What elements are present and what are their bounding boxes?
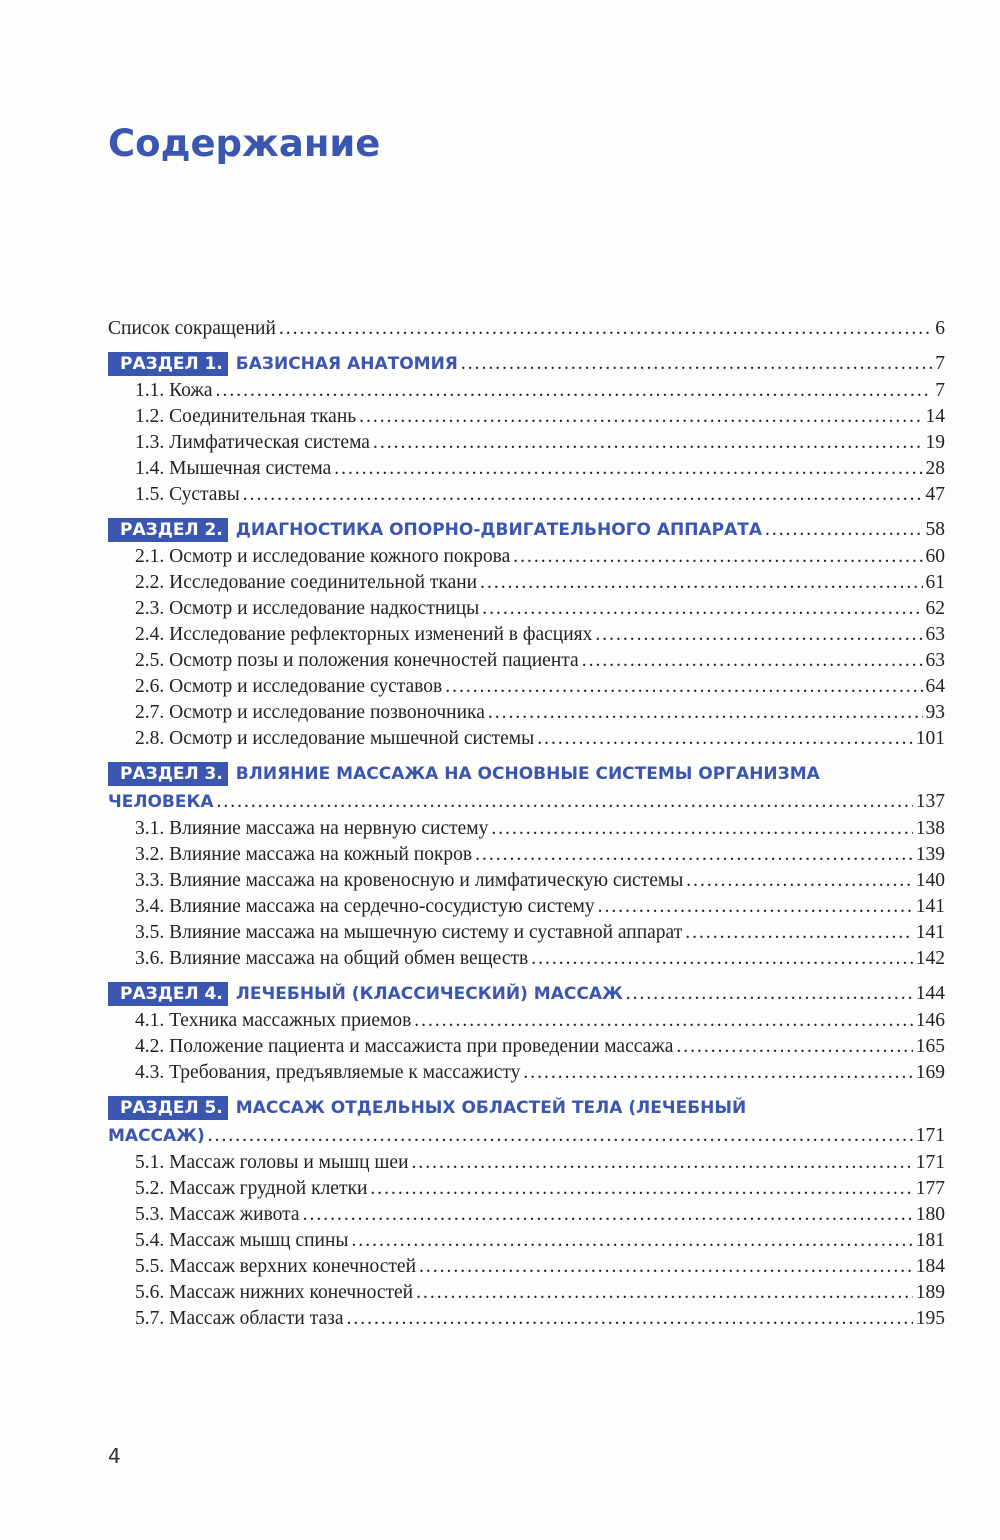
section-title: ДИАГНОСТИКА ОПОРНО-ДВИГАТЕЛЬНОГО АППАРАТА xyxy=(235,520,763,540)
toc-entry-page: 61 xyxy=(925,572,945,593)
leader-dots xyxy=(216,378,933,404)
section-title-continued: МАССАЖ) xyxy=(108,1126,205,1146)
section-title: МАССАЖ ОТДЕЛЬНЫХ ОБЛАСТЕЙ ТЕЛА (ЛЕЧЕБНЫЙ xyxy=(235,1098,747,1118)
leader-dots xyxy=(480,570,922,596)
toc-entry[interactable] xyxy=(108,1202,945,1228)
toc-entry[interactable] xyxy=(108,1150,945,1176)
toc-entry[interactable] xyxy=(108,1176,945,1202)
toc-entry-page: 93 xyxy=(925,702,945,723)
toc-entry-title: 3.6. Влияние массажа на общий обмен веществ xyxy=(135,948,529,969)
section-heading[interactable] xyxy=(108,350,945,378)
toc-entry[interactable] xyxy=(108,726,945,752)
toc-entry-page: 6 xyxy=(935,318,945,339)
toc-entry-title: 5.4. Массаж мышц спины xyxy=(135,1230,349,1251)
toc-entry[interactable] xyxy=(108,894,945,920)
page-title: Содержание xyxy=(108,122,381,165)
toc-entry-title: 2.5. Осмотр позы и положения конечностей пациента xyxy=(135,650,579,671)
leader-dots xyxy=(303,1202,913,1228)
toc-entry-page: 63 xyxy=(925,624,945,645)
leader-dots xyxy=(488,700,923,726)
toc-entry-title: 1.5. Суставы xyxy=(135,484,240,505)
section-heading-continued[interactable] xyxy=(108,1122,945,1150)
toc-section-2 xyxy=(108,516,945,752)
section-page: 144 xyxy=(915,983,945,1004)
leader-dots xyxy=(359,404,922,430)
toc-entry-page: 171 xyxy=(915,1152,945,1173)
toc-entry[interactable] xyxy=(108,544,945,570)
toc-entry[interactable] xyxy=(108,456,945,482)
toc-entry-page: 189 xyxy=(915,1282,945,1303)
leader-dots xyxy=(765,516,922,544)
section-label: РАЗДЕЛ 3. xyxy=(108,762,228,786)
toc-entry[interactable] xyxy=(108,946,945,972)
toc-entry[interactable] xyxy=(108,1008,945,1034)
toc-entry[interactable] xyxy=(108,1228,945,1254)
leader-dots xyxy=(582,648,923,674)
toc-entry-title: 4.1. Техника массажных приемов xyxy=(135,1010,412,1031)
toc-entry[interactable] xyxy=(108,482,945,508)
leader-dots xyxy=(347,1306,913,1332)
toc-entry-page: 177 xyxy=(915,1178,945,1199)
toc-entry[interactable] xyxy=(108,1034,945,1060)
section-label: РАЗДЕЛ 5. xyxy=(108,1096,228,1120)
toc-entry-page: 7 xyxy=(935,380,945,401)
toc-entry[interactable] xyxy=(108,622,945,648)
toc-entry-page: 184 xyxy=(915,1256,945,1277)
toc-entry-page: 180 xyxy=(915,1204,945,1225)
toc-entry-title: 5.3. Массаж живота xyxy=(135,1204,300,1225)
leader-dots xyxy=(217,788,913,816)
toc-entry-title: 2.2. Исследование соединительной ткани xyxy=(135,572,478,593)
toc-entry[interactable] xyxy=(108,816,945,842)
toc-entry[interactable] xyxy=(108,430,945,456)
toc-entry[interactable] xyxy=(108,674,945,700)
toc-entry-page: 28 xyxy=(925,458,945,479)
toc-entry-title: 3.3. Влияние массажа на кровеносную и лимфатическую системы xyxy=(135,870,684,891)
toc-entry-title: 4.2. Положение пациента и массажиста при проведении массажа xyxy=(135,1036,674,1057)
leader-dots xyxy=(595,622,922,648)
toc-entry[interactable] xyxy=(108,404,945,430)
toc-entry-page: 47 xyxy=(925,484,945,505)
section-title: ВЛИЯНИЕ МАССАЖА НА ОСНОВНЫЕ СИСТЕМЫ ОРГАНИЗМА xyxy=(235,764,820,784)
toc-entry-title: 5.7. Массаж области таза xyxy=(135,1308,344,1329)
section-heading[interactable] xyxy=(108,760,945,788)
leader-dots xyxy=(475,842,913,868)
toc-entry-page: 64 xyxy=(925,676,945,697)
leader-dots xyxy=(352,1228,913,1254)
toc-entry-page: 146 xyxy=(915,1010,945,1031)
toc-section-3 xyxy=(108,760,945,972)
toc-entry-page: 141 xyxy=(915,896,945,917)
leader-dots xyxy=(482,596,922,622)
leader-dots xyxy=(685,920,913,946)
toc-entry-title: 4.3. Требования, предъявляемые к массажисту xyxy=(135,1062,521,1083)
leader-dots xyxy=(531,946,913,972)
toc-entry-page: 165 xyxy=(915,1036,945,1057)
toc-entry-page: 63 xyxy=(925,650,945,671)
toc-entry-title: 2.6. Осмотр и исследование суставов xyxy=(135,676,443,697)
toc-entry-title: 2.3. Осмотр и исследование надкостницы xyxy=(135,598,480,619)
section-label: РАЗДЕЛ 4. xyxy=(108,982,228,1006)
toc-entry[interactable] xyxy=(108,842,945,868)
toc-entry-title: 5.2. Массаж грудной клетки xyxy=(135,1178,368,1199)
section-page: 171 xyxy=(915,1125,945,1146)
toc-entry-title: 5.5. Массаж верхних конечностей xyxy=(135,1256,416,1277)
toc-entry-page: 142 xyxy=(915,948,945,969)
toc-entry-page: 141 xyxy=(915,922,945,943)
leader-dots xyxy=(419,1254,913,1280)
toc-entry[interactable] xyxy=(108,596,945,622)
toc-entry-page: 140 xyxy=(915,870,945,891)
toc-entry[interactable] xyxy=(108,1254,945,1280)
toc-entry-page: 101 xyxy=(915,728,945,749)
toc-entry[interactable] xyxy=(108,648,945,674)
toc-entry-title: 5.6. Массаж нижних конечностей xyxy=(135,1282,414,1303)
toc-entry-title: 2.4. Исследование рефлекторных изменений в фасциях xyxy=(135,624,593,645)
leader-dots xyxy=(445,674,922,700)
leader-dots xyxy=(414,1008,912,1034)
leader-dots xyxy=(461,350,932,378)
toc-entry-page: 195 xyxy=(915,1308,945,1329)
section-heading[interactable] xyxy=(108,980,945,1008)
toc-entry-title: 2.8. Осмотр и исследование мышечной системы xyxy=(135,728,535,749)
toc-entry-title: 1.3. Лимфатическая система xyxy=(135,432,370,453)
toc-entry[interactable] xyxy=(108,1060,945,1086)
section-title: ЛЕЧЕБНЫЙ (КЛАССИЧЕСКИЙ) МАССАЖ xyxy=(235,984,623,1004)
leader-dots xyxy=(334,456,922,482)
page-number: 4 xyxy=(108,1444,121,1468)
leader-dots xyxy=(513,544,922,570)
toc-entry-abbreviations[interactable] xyxy=(108,316,945,342)
leader-dots xyxy=(416,1280,913,1306)
toc-entry-page: 62 xyxy=(925,598,945,619)
toc-section-4 xyxy=(108,980,945,1086)
section-page: 7 xyxy=(935,353,945,374)
section-heading[interactable] xyxy=(108,516,945,544)
toc-entry-page: 14 xyxy=(925,406,945,427)
leader-dots xyxy=(626,980,913,1008)
toc-entry[interactable] xyxy=(108,868,945,894)
leader-dots xyxy=(491,816,912,842)
leader-dots xyxy=(598,894,913,920)
toc-entry-title: Список сокращений xyxy=(108,318,276,339)
toc-entry[interactable] xyxy=(108,1306,945,1332)
toc-entry-title: 1.4. Мышечная система xyxy=(135,458,332,479)
toc-entry-page: 138 xyxy=(915,818,945,839)
leader-dots xyxy=(676,1034,912,1060)
toc-entry-page: 181 xyxy=(915,1230,945,1251)
section-label: РАЗДЕЛ 1. xyxy=(108,352,228,376)
toc-entry[interactable] xyxy=(108,378,945,404)
toc-entry-title: 3.5. Влияние массажа на мышечную систему и суставной аппарат xyxy=(135,922,683,943)
toc-entry-title: 3.2. Влияние массажа на кожный покров xyxy=(135,844,473,865)
toc-entry-page: 60 xyxy=(925,546,945,567)
leader-dots xyxy=(279,316,932,342)
leader-dots xyxy=(243,482,923,508)
leader-dots xyxy=(686,868,912,894)
toc-entry[interactable] xyxy=(108,700,945,726)
toc-section-1 xyxy=(108,350,945,508)
leader-dots xyxy=(370,1176,912,1202)
leader-dots xyxy=(373,430,923,456)
section-heading[interactable] xyxy=(108,1094,945,1122)
leader-dots xyxy=(537,726,913,752)
toc-entry[interactable] xyxy=(108,570,945,596)
section-page: 58 xyxy=(925,519,945,540)
leader-dots xyxy=(523,1060,912,1086)
section-page: 137 xyxy=(915,791,945,812)
toc-entry-title: 2.1. Осмотр и исследование кожного покрова xyxy=(135,546,511,567)
section-label: РАЗДЕЛ 2. xyxy=(108,518,228,542)
section-heading-continued[interactable] xyxy=(108,788,945,816)
section-title: БАЗИСНАЯ АНАТОМИЯ xyxy=(235,354,458,374)
table-of-contents xyxy=(108,316,945,1334)
leader-dots xyxy=(412,1150,913,1176)
toc-entry-title: 3.4. Влияние массажа на сердечно-сосудистую систему xyxy=(135,896,595,917)
toc-entry-page: 169 xyxy=(915,1062,945,1083)
toc-section-5 xyxy=(108,1094,945,1332)
toc-entry-title: 5.1. Массаж головы и мышц шеи xyxy=(135,1152,409,1173)
leader-dots xyxy=(208,1122,913,1150)
toc-entry-page: 139 xyxy=(915,844,945,865)
toc-entry-title: 1.2. Соединительная ткань xyxy=(135,406,357,427)
toc-entry-title: 3.1. Влияние массажа на нервную систему xyxy=(135,818,489,839)
toc-entry[interactable] xyxy=(108,920,945,946)
toc-entry-page: 19 xyxy=(925,432,945,453)
toc-entry-title: 2.7. Осмотр и исследование позвоночника xyxy=(135,702,485,723)
toc-entry-title: 1.1. Кожа xyxy=(135,380,213,401)
toc-entry[interactable] xyxy=(108,1280,945,1306)
section-title-continued: ЧЕЛОВЕКА xyxy=(108,792,214,812)
